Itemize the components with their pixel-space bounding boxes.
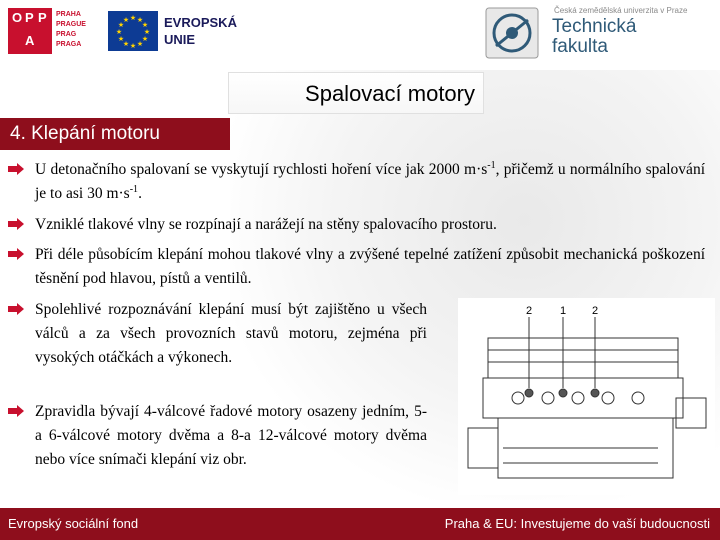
bullet-item	[35, 213, 705, 237]
eu-logo	[108, 8, 238, 56]
faculty-name-line: fakulta	[552, 36, 608, 57]
bullet-text: , přičemž u normálního spalování je to asi 30 m·s	[35, 161, 705, 202]
prague-line: PRAGA	[56, 41, 82, 48]
bullet-text: Zpravidla bývají 4-válcové řadové motory osazeny jedním, 5- a 6-válcové motory dvěma a 8-a 12-válcové motory dvěma nebo více snímači klepání viz obr.	[35, 403, 427, 468]
svg-text:★: ★	[129, 42, 137, 50]
bullet-text: Spolehlivé rozpoznávání klepání musí být zajištěno u všech válců a za všech provozních stavů motoru, zejména při vysokých otáčkách a výkonech.	[35, 301, 427, 366]
bullet-item	[35, 243, 705, 291]
eu-flag-icon	[108, 11, 158, 51]
faculty-emblem-icon	[484, 6, 540, 60]
svg-text:★: ★	[117, 21, 125, 29]
svg-text:★: ★	[136, 16, 144, 24]
superscript: -1	[129, 184, 139, 195]
svg-text:★: ★	[143, 28, 151, 36]
svg-text:★: ★	[129, 14, 137, 22]
arrow-bullet-icon	[8, 163, 24, 175]
opp-letter: A	[25, 33, 35, 48]
svg-text:★: ★	[122, 16, 130, 24]
arrow-bullet-icon	[8, 303, 24, 315]
opp-praha-logo	[8, 8, 108, 54]
figure-label: 2	[526, 305, 533, 317]
svg-text:★: ★	[117, 35, 125, 43]
technicka-fakulta-logo	[484, 4, 716, 60]
slide-title: Spalovací motory	[305, 81, 475, 106]
svg-text:★: ★	[122, 40, 130, 48]
opp-letter: O	[12, 10, 23, 25]
engine-knock-sensor-figure	[458, 298, 715, 495]
arrow-bullet-icon	[8, 248, 24, 260]
bullet-text: Vzniklé tlakové vlny se rozpínají a narážejí na stěny spalovacího prostoru.	[35, 216, 497, 233]
footer-left-text: Evropský sociální fond	[8, 516, 139, 531]
prague-line: PRAGUE	[56, 21, 86, 28]
footer-right-text: Praha & EU: Investujeme do vaší budoucnosti	[444, 516, 710, 531]
opp-block	[8, 8, 52, 54]
svg-text:★: ★	[136, 40, 144, 48]
university-name: Česká zemědělská univerzita v Praze	[554, 6, 688, 15]
arrow-bullet-icon	[8, 218, 24, 230]
section-title: 4. Klepání motoru	[10, 123, 160, 144]
bullet-item	[35, 400, 427, 472]
faculty-name	[552, 17, 637, 57]
arrow-bullet-icon	[8, 405, 24, 417]
bullet-text: .	[138, 185, 142, 202]
svg-text:★: ★	[115, 28, 123, 36]
eu-logo-line: EVROPSKÁ	[164, 15, 237, 30]
bullet-item	[35, 298, 427, 370]
eu-logo-line: UNIE	[164, 32, 196, 47]
figure-label: 2	[592, 305, 599, 317]
eu-logo-text	[164, 14, 237, 48]
faculty-name-line: Technická	[552, 16, 637, 37]
opp-letter: P	[25, 10, 34, 25]
svg-text:★: ★	[141, 21, 149, 29]
bullet-text: U detonačního spalovaní se vyskytují rychlosti hoření více jak 2000 m·s	[35, 161, 488, 178]
svg-text:★: ★	[141, 35, 149, 43]
section-bar	[0, 118, 230, 150]
figure-label: 1	[560, 305, 567, 317]
footer-bar	[0, 508, 720, 540]
title-box	[228, 72, 484, 114]
superscript: -1	[487, 160, 496, 171]
opp-letter: P	[38, 10, 47, 25]
bullet-text: Při déle působícím klepání mohou tlakové vlny a zvýšené tepelné zatížení způsobit mechanická poškození těsnění pod hlavou, pístů a ventilů.	[35, 246, 705, 287]
bullet-item	[35, 158, 705, 206]
prague-line: PRAG	[56, 31, 77, 38]
prague-line: PRAHA	[56, 11, 81, 18]
prague-names	[56, 10, 86, 50]
